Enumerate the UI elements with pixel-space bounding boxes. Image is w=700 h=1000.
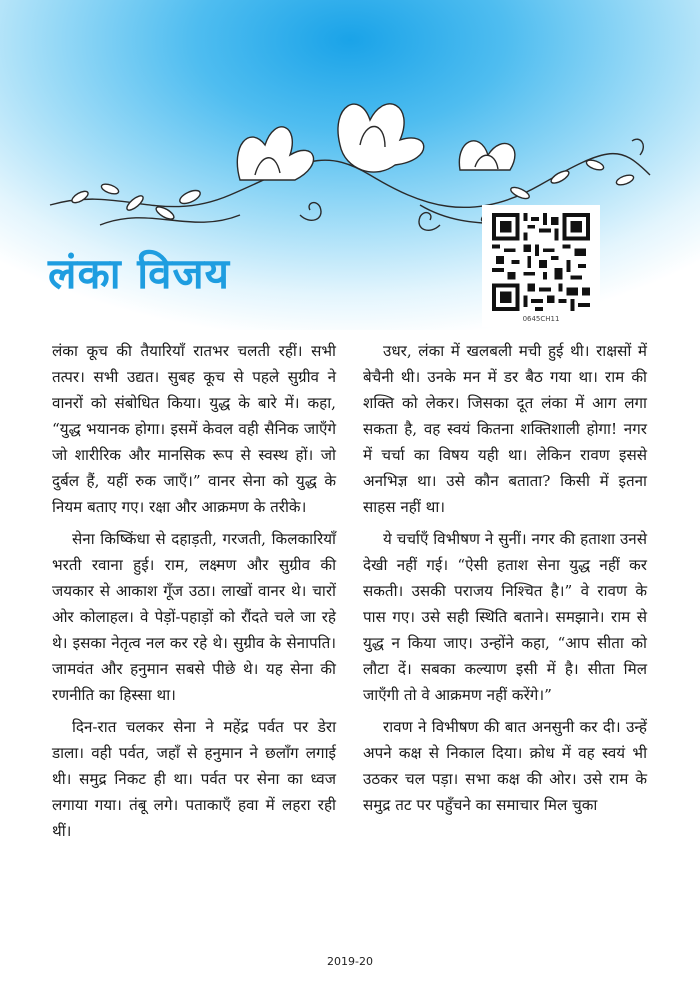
left-column <box>52 338 336 850</box>
right-paragraph-2: ये चर्चाएँ विभीषण ने सुनीं। नगर की हताशा उनसे देखी नहीं गई। “ऐसी हताश सेना युद्ध नहीं कर सकती। उसकी पराजय निश्चित है।” वे रावण के पास गए। उसे सही स्थिति बताने। समझाने। राम से युद्ध न किया जाए। उन्होंने कहा, “आप सीता को लौटा दें। सबका कल्याण इसी में है। सीता मिल जाएँगी तो वे आक्रमण नहीं करेंगे।” <box>363 530 647 704</box>
qr-code <box>482 205 600 327</box>
right-paragraph-1: उधर, लंका में खलबली मची हुई थी। राक्षसों में बेचैनी थी। उनके मन में डर बैठ गया था। राम की शक्ति को लेकर। जिसका दूत लंका में आग लगा सकता है, वह स्वयं कितना शक्तिशाली होगा! नगर में चर्चा का विषय यही था। लेकिन रावण इससे अनभिज्ञ था। उसे कौन बताता? किसी में इतना साहस नहीं था। <box>363 342 647 516</box>
qr-code-label: 0645CH11 <box>522 315 560 323</box>
right-column <box>363 338 647 824</box>
left-paragraph-2: सेना किष्किंधा से दहाड़ती, गरजती, किलकारियाँ भरती रवाना हुई। राम, लक्ष्मण और सुग्रीव की जयकार से आकाश गूँज उठा। लाखों वानर थे। चारों ओर कोलाहल। वे पेड़ों-पहाड़ों को रौंदते चले जा रहे थे। इसका नेतृत्व नल कर रहे थे। सुग्रीव के सेनापति। जामवंत और हनुमान सबसे पीछे थे। यह सेना की रणनीति का हिस्सा था। <box>52 530 336 704</box>
left-paragraph-1: लंका कूच की तैयारियाँ रातभर चलती रहीं। सभी तत्पर। सभी उद्यत। सुबह कूच से पहले सुग्रीव ने वानरों को संबोधित किया। युद्ध के बारे में। कहा, “युद्ध भयानक होगा। इसमें केवल वही सैनिक जाएँगे जो शारीरिक और मानसिक रूप से स्वस्थ हों। जो दुर्बल हैं, यहीं रुक जाएँ।” वानर सेना को युद्ध के नियम बताए गए। रक्षा और आक्रमण के तरीके। <box>52 342 336 516</box>
right-paragraph-3: रावण ने विभीषण की बात अनसुनी कर दी। उन्हें अपने कक्ष से निकाल दिया। क्रोध में वह स्वयं भी उठकर चल पड़ा। सभा कक्ष की ओर। उसे राम के समुद्र तट पर पहुँचने का समाचार मिल चुका <box>363 718 647 814</box>
left-paragraph-3: दिन-रात चलकर सेना ने महेंद्र पर्वत पर डेरा डाला। वही पर्वत, जहाँ से हनुमान ने छलाँग लगाई थी। समुद्र निकट ही था। पर्वत पर सेना का ध्वज लगाया गया। तंबू लगे। पताकाएँ हवा में लहरा रही थीं। <box>52 718 336 840</box>
page-title: लंका विजय <box>48 249 230 298</box>
page-footer: 2019-20 <box>327 955 373 968</box>
qr-code-icon <box>492 213 590 311</box>
